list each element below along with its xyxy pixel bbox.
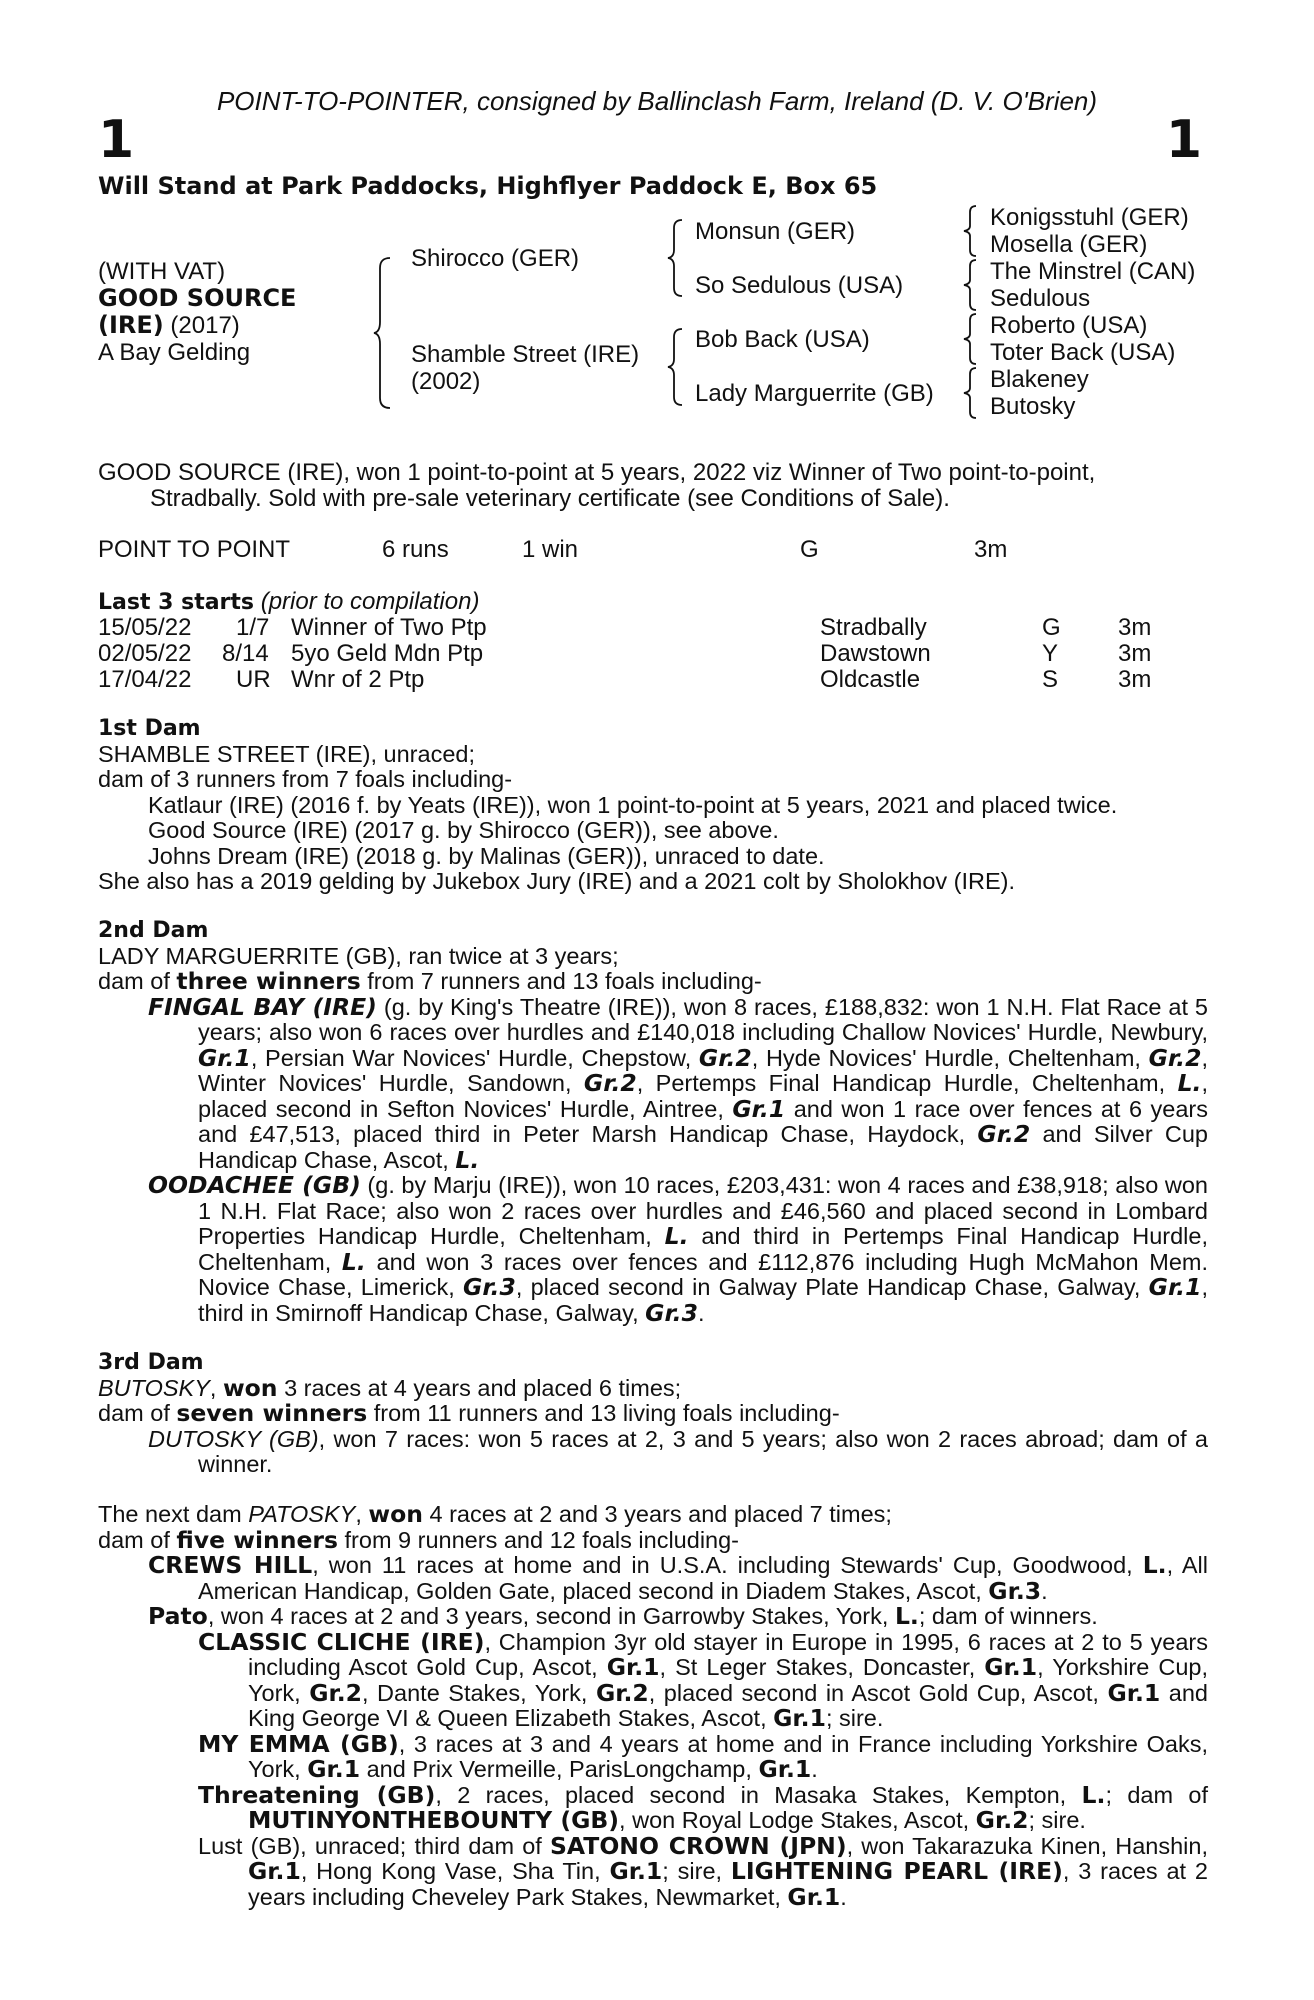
- pedigree-g5: Roberto (USA): [990, 312, 1148, 339]
- start-distance: 3m: [1118, 640, 1152, 667]
- pedigree-g1: Konigsstuhl (GER): [990, 204, 1189, 231]
- third-dam-section: [98, 1350, 1208, 1478]
- start-position: 8/14: [222, 640, 269, 667]
- fourth-dam-line: The next dam PATOSKY, won 4 races at 2 and 3 years and placed 7 times;: [98, 1500, 892, 1528]
- pedigree-g3: The Minstrel (CAN): [990, 258, 1196, 285]
- first-dam-footer: She also has a 2019 gelding by Jukebox Jury (IRE) and a 2021 colt by Sholokhov (IRE).: [98, 868, 1016, 894]
- record-going: G: [800, 536, 819, 563]
- produce-entry-lust: Lust (GB), unraced; third dam of SATONO CROWN (JPN), won Takarazuka Kinen, Hanshin, Gr.1, Hong Kong Vase, Sha Tin, Gr.1; sire, LIGHTENING PEARL (IRE), 3 races at 2 years including Cheveley Park Stakes, Newmarket, Gr.1.: [198, 1831, 1209, 1911]
- third-dam-line: BUTOSKY, won 3 races at 4 years and placed 6 times;: [98, 1373, 682, 1402]
- pedigree-dam-sire: Bob Back (USA): [695, 326, 870, 353]
- pedigree-brace-g56: [962, 312, 982, 366]
- pedigree-brace-main: [372, 256, 396, 410]
- pedigree-brace-g12: [962, 204, 982, 258]
- start-race: Winner of Two Ptp: [291, 614, 487, 641]
- record-label: POINT TO POINT: [98, 536, 291, 563]
- pedigree-brace-g34: [962, 258, 982, 312]
- start-date: 17/04/22: [98, 666, 192, 693]
- start-going: G: [1042, 614, 1061, 641]
- consignor-line: POINT-TO-POINTER, consigned by Ballinclash Farm, Ireland (D. V. O'Brien): [216, 86, 1098, 116]
- produce-entry-pato: Pato, won 4 races at 2 and 3 years, second in Garrowby Stakes, York, L.; dam of winners.: [148, 1602, 1098, 1630]
- pedigree-g7: Blakeney: [990, 366, 1089, 393]
- produce-entry-fingal-bay: FINGAL BAY (IRE) (g. by King's Theatre (IRE)), won 8 races, £188,832: won 1 N.H. Flat Race at 5 years; also won 6 races over hurdles and £140,018 including Challow Novices' Hurdle, Newbury, Gr.1, Persian War Novices' Hurdle, Chepstow, Gr.2, Hyde Novices' Hurdle, Cheltenham, Gr.2, Winter Novices' Hurdle, Sandown, Gr.2, Pertemps Final Handicap Hurdle, Cheltenham, L., placed second in Sefton Novices' Hurdle, Aintree, Gr.1 and won 1 race over fences at 6 years and £47,513, placed third in Peter Marsh Handicap Chase, Haydock, Gr.2 and Silver Cup Handicap Chase, Ascot, L.: [148, 992, 1208, 1174]
- produce-entry-my-emma: MY EMMA (GB), 3 races at 3 and 4 years at home and in France including Yorkshire Oaks, York, Gr.1 and Prix Vermeille, ParisLongchamp, Gr.1.: [198, 1729, 1208, 1783]
- start-course: Oldcastle: [820, 666, 921, 693]
- produce-entry: Katlaur (IRE) (2016 f. by Yeats (IRE)), won 1 point-to-point at 5 years, 2021 and placed twice.: [148, 791, 1118, 818]
- start-going: Y: [1042, 640, 1059, 667]
- second-dam-line: LADY MARGUERRITE (GB), ran twice at 3 years;: [98, 942, 619, 969]
- third-dam-heading: 3rd Dam: [98, 1350, 204, 1375]
- pedigree-g4: Sedulous: [990, 285, 1091, 312]
- first-dam-heading: 1st Dam: [98, 716, 201, 741]
- start-course: Stradbally: [820, 614, 927, 641]
- fourth-dam-produce-intro: dam of five winners from 9 runners and 12 foals including-: [98, 1525, 740, 1554]
- produce-entry: Good Source (IRE) (2017 g. by Shirocco (GER)), see above.: [148, 817, 779, 843]
- start-race: 5yo Geld Mdn Ptp: [291, 640, 484, 667]
- produce-entry-crews-hill: CREWS HILL, won 11 races at home and in U.S.A. including Stewards' Cup, Goodwood, L., All American Handicap, Golden Gate, placed second in Diadem Stakes, Ascot, Gr.3.: [148, 1551, 1208, 1605]
- pedigree-sire-sire: Monsun (GER): [695, 218, 856, 245]
- pedigree-g6: Toter Back (USA): [990, 339, 1176, 366]
- record-runs: 6 runs: [382, 536, 449, 563]
- pedigree-brace-dam: [666, 327, 688, 407]
- produce-entry-dutosky: DUTOSKY (GB), won 7 races: won 5 races at 2, 3 and 5 years; also won 2 races abroad; dam of a winner.: [148, 1425, 1208, 1477]
- lot-number-right: 1: [1165, 110, 1202, 170]
- last-starts-heading: Last 3 starts (prior to compilation): [98, 588, 480, 615]
- second-dam-section: [98, 918, 1208, 1326]
- first-dam-line: SHAMBLE STREET (IRE), unraced;: [98, 740, 475, 767]
- pedigree-dam-year: (2002): [411, 368, 481, 395]
- start-date: 15/05/22: [98, 614, 192, 641]
- produce-entry-oodachee: OODACHEE (GB) (g. by Marju (IRE)), won 10 races, £203,431: won 4 races and £38,918; also won 1 N.H. Flat Race; also won 2 races over hurdles and £46,560 and placed second in Lombard Properties Handicap Hurdle, Cheltenham, L. and third in Pertemps Final Handicap Hurdle, Cheltenham, L. and won 3 races over fences and £112,876 including Hugh McMahon Mem. Novice Chase, Limerick, Gr.3, placed second in Galway Plate Handicap Chase, Galway, Gr.1, third in Smirnoff Handicap Chase, Galway, Gr.3.: [148, 1171, 1208, 1327]
- horse-summary: GOOD SOURCE (IRE), won 1 point-to-point at 5 years, 2022 viz Winner of Two point-to-point, Stradbally. Sold with pre-sale veterinary certificate (see Conditions of Sale).: [98, 459, 1096, 512]
- horse-description: A Bay Gelding: [98, 339, 251, 366]
- produce-entry-threatening: Threatening (GB), 2 races, placed second in Masaka Stakes, Kempton, L.; dam of MUTINYONTHEBOUNTY (GB), won Royal Lodge Stakes, Ascot, Gr.2; sire.: [198, 1780, 1208, 1834]
- lot-number-left: 1: [98, 110, 135, 170]
- third-dam-produce-intro: dam of seven winners from 11 runners and 13 living foals including-: [98, 1399, 840, 1427]
- pedigree-sire-dam: So Sedulous (USA): [695, 272, 904, 299]
- pedigree-g8: Butosky: [990, 393, 1076, 420]
- produce-entry: Johns Dream (IRE) (2018 g. by Malinas (GER)), unraced to date.: [148, 842, 825, 869]
- first-dam-produce-intro: dam of 3 runners from 7 foals including-: [98, 766, 513, 792]
- record-wins: 1 win: [522, 536, 579, 563]
- start-date: 02/05/22: [98, 640, 192, 667]
- start-race: Wnr of 2 Ptp: [291, 666, 425, 693]
- start-distance: 3m: [1118, 666, 1152, 693]
- pedigree-sire: Shirocco (GER): [411, 245, 580, 272]
- second-dam-produce-intro: dam of three winners from 7 runners and 13 foals including-: [98, 967, 762, 995]
- first-dam-section: [98, 716, 1208, 895]
- start-distance: 3m: [1118, 614, 1152, 641]
- start-course: Dawstown: [820, 640, 931, 667]
- record-distance: 3m: [974, 536, 1008, 563]
- fourth-dam-section: [98, 1502, 1208, 1910]
- start-going: S: [1042, 666, 1059, 693]
- pedigree-brace-g78: [962, 366, 982, 420]
- horse-name: GOOD SOURCE: [98, 284, 297, 312]
- pedigree-dam-dam: Lady Marguerrite (GB): [695, 380, 934, 407]
- produce-entry-classic-cliche: CLASSIC CLICHE (IRE), Champion 3yr old stayer in Europe in 1995, 6 races at 2 to 5 years including Ascot Gold Cup, Ascot, Gr.1, St Leger Stakes, Doncaster, Gr.1, Yorkshire Cup, York, Gr.2, Dante Stakes, York, Gr.2, placed second in Ascot Gold Cup, Ascot, Gr.1 and King George VI & Queen Elizabeth Stakes, Ascot, Gr.1; sire.: [198, 1627, 1208, 1732]
- pedigree-dam: Shamble Street (IRE): [411, 341, 640, 368]
- start-position: 1/7: [236, 614, 270, 641]
- stand-location: Will Stand at Park Paddocks, Highflyer Paddock E, Box 65: [98, 172, 878, 200]
- vat-label: (WITH VAT): [98, 258, 226, 285]
- horse-name-suffix: (IRE) (2017): [98, 311, 240, 339]
- second-dam-heading: 2nd Dam: [98, 918, 209, 943]
- pedigree-brace-sire: [666, 218, 688, 298]
- pedigree-g2: Mosella (GER): [990, 231, 1148, 258]
- start-position: UR: [236, 666, 271, 693]
